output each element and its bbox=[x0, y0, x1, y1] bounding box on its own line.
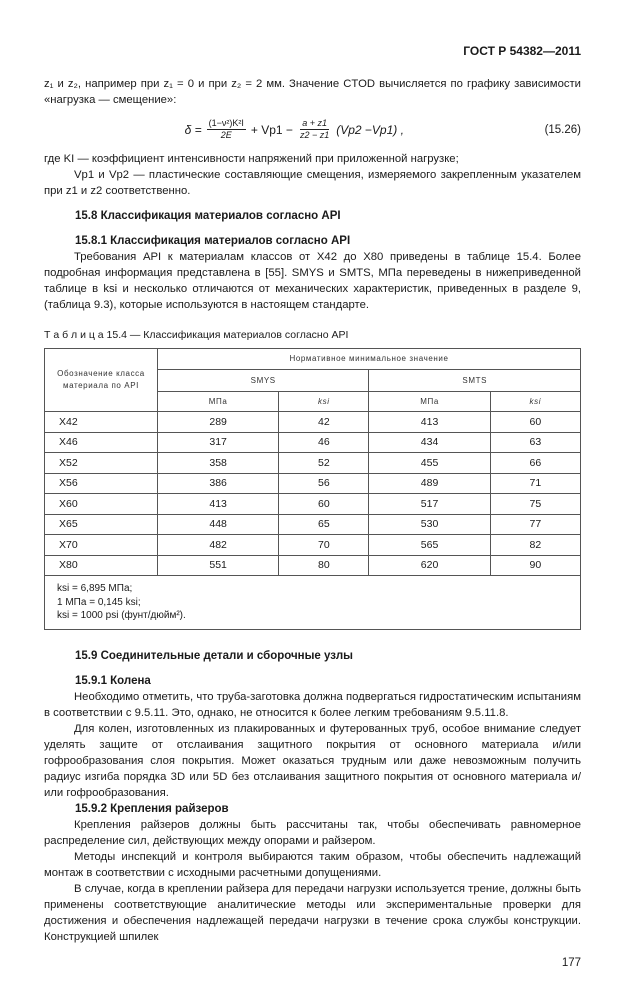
cell-smys-mpa: 289 bbox=[158, 412, 279, 433]
paragraph: В случае, когда в креплении райзера для передачи нагрузки используется трение, должны быть применены соответствующие аналитические методы или экспериментальные проверки для достижения и обеспечения надлежащей передачи нагрузки в течение срока службы конструкции. Конструкцией шпилек bbox=[44, 882, 581, 943]
formula-num2: a + z1 bbox=[302, 118, 327, 128]
where-line-1: где KI — коэффициент интенсивности напряжений при приложенной нагрузке; bbox=[44, 153, 459, 165]
cell-smts-mpa: 455 bbox=[369, 453, 490, 474]
cell-smys-mpa: 317 bbox=[158, 432, 279, 453]
cell-smts-ksi: 71 bbox=[490, 473, 580, 494]
note-1: ksi = 6,895 МПа; bbox=[57, 583, 133, 594]
page-number: 177 bbox=[561, 956, 581, 969]
intro-paragraph: z₁ и z₂, например при z₁ = 0 и при z₂ = 2 мм. Значение CTOD вычисляется по графику зависимости «нагрузка — смещение»: bbox=[44, 78, 581, 106]
table-row bbox=[45, 412, 581, 433]
cell-class: X80 bbox=[45, 555, 158, 576]
cell-smts-ksi: 82 bbox=[490, 535, 580, 556]
cell-class: X65 bbox=[45, 514, 158, 535]
table-row bbox=[45, 494, 581, 515]
table-row bbox=[45, 535, 581, 556]
formula-fraction-1 bbox=[207, 118, 246, 141]
cell-smts-mpa: 434 bbox=[369, 432, 490, 453]
cell-smts-mpa: 565 bbox=[369, 535, 490, 556]
col-header-smys: SMYS bbox=[158, 370, 369, 392]
materials-table bbox=[44, 348, 581, 630]
cell-smys-ksi: 80 bbox=[279, 555, 369, 576]
cell-smts-mpa: 517 bbox=[369, 494, 490, 515]
paragraph: Крепления райзеров должны быть рассчитаны так, чтобы обеспечивать равномерное распределение сил, действующих между опорами и райзером. bbox=[44, 818, 581, 847]
formula-num1: (1−ν²)K²I bbox=[208, 118, 244, 128]
table-row bbox=[45, 514, 581, 535]
table-caption: Т а б л и ц а 15.4 — Классификация материалов согласно API bbox=[44, 329, 349, 341]
paragraph: Необходимо отметить, что труба-заготовка должна подвергаться гидростатическим испытаниям в соответствии с 9.5.11. Это, однако, не относится к более легким требованиям 9.5.11.8. bbox=[44, 690, 581, 719]
cell-smts-mpa: 620 bbox=[369, 555, 490, 576]
formula-mid: + Vp1 − bbox=[250, 122, 293, 137]
cell-smts-ksi: 63 bbox=[490, 432, 580, 453]
note-2: 1 МПа = 0,145 ksi; bbox=[57, 596, 141, 608]
cell-class: X70 bbox=[45, 535, 158, 556]
cell-smys-mpa: 448 bbox=[158, 514, 279, 535]
unit-ksi: ksi bbox=[490, 392, 580, 412]
cell-smts-mpa: 413 bbox=[369, 412, 490, 433]
cell-smys-mpa: 386 bbox=[158, 473, 279, 494]
cell-smts-mpa: 530 bbox=[369, 514, 490, 535]
cell-class: X42 bbox=[45, 412, 158, 433]
table-row bbox=[45, 432, 581, 453]
formula-tail: (Vp2 −Vp1) , bbox=[336, 122, 404, 137]
cell-smys-mpa: 413 bbox=[158, 494, 279, 515]
cell-class: X52 bbox=[45, 453, 158, 474]
cell-smys-ksi: 65 bbox=[279, 514, 369, 535]
formula-den1: 2E bbox=[220, 130, 232, 140]
cell-smys-mpa: 551 bbox=[158, 555, 279, 576]
unit-mpa: МПа bbox=[369, 392, 490, 412]
formula-fraction-2 bbox=[298, 118, 331, 141]
cell-smys-ksi: 60 bbox=[279, 494, 369, 515]
unit-ksi: ksi bbox=[279, 392, 369, 412]
cell-smys-ksi: 52 bbox=[279, 453, 369, 474]
table-row bbox=[45, 453, 581, 474]
formula-lhs: δ = bbox=[184, 122, 202, 137]
cell-class: X56 bbox=[45, 473, 158, 494]
cell-class: X46 bbox=[45, 432, 158, 453]
cell-smys-ksi: 46 bbox=[279, 432, 369, 453]
col-header-smts: SMTS bbox=[369, 370, 581, 392]
cell-smts-ksi: 75 bbox=[490, 494, 580, 515]
formula-number: (15.26) bbox=[544, 123, 581, 136]
unit-mpa: МПа bbox=[158, 392, 279, 412]
cell-smys-mpa: 482 bbox=[158, 535, 279, 556]
table-notes bbox=[45, 576, 581, 630]
section-15-9-1-heading: 15.9.1 Колена bbox=[75, 674, 151, 687]
section-15-8-1-heading: 15.8.1 Классификация материалов согласно API bbox=[75, 235, 351, 247]
paragraph: Для колен, изготовленных из плакированных и футерованных труб, особое внимание следует уделять защите от отслаивания защитного покрытия от основного материала и/или гофрообразования слоя покрытия. Может оказаться трудным или даже невозможным получить радиус изгиба порядка 3D или 5D без отслаивания защитного покрытия от основного материала и/или гофрообразования. bbox=[44, 722, 581, 799]
section-15-9-2-heading: 15.9.2 Крепления райзеров bbox=[75, 802, 229, 815]
cell-smts-ksi: 90 bbox=[490, 555, 580, 576]
cell-smys-ksi: 56 bbox=[279, 473, 369, 494]
paragraph: Методы инспекций и контроля выбираются таким образом, чтобы обеспечить надлежащий монтаж в соответствии с исходными расчетными допущениями. bbox=[44, 850, 581, 879]
where-line-2: Vp1 и Vp2 — пластические составляющие смещения, измеряемого закрепленным указателем при z1 и z2 соответственно. bbox=[44, 169, 581, 197]
formula-15-26 bbox=[44, 118, 581, 141]
section-15-9-heading: 15.9 Соединительные детали и сборочные узлы bbox=[75, 649, 353, 662]
cell-smys-ksi: 42 bbox=[279, 412, 369, 433]
formula-den2: z2 − z1 bbox=[299, 130, 330, 140]
cell-smts-ksi: 60 bbox=[490, 412, 580, 433]
cell-class: X60 bbox=[45, 494, 158, 515]
cell-smys-ksi: 70 bbox=[279, 535, 369, 556]
cell-smts-mpa: 489 bbox=[369, 473, 490, 494]
document-header: ГОСТ Р 54382—2011 bbox=[463, 44, 581, 58]
table-row bbox=[45, 473, 581, 494]
col-header-class: Обозначение класса материала по API bbox=[45, 349, 158, 412]
cell-smts-ksi: 77 bbox=[490, 514, 580, 535]
section-15-8-1-paragraph: Требования API к материалам классов от X42 до X80 приведены в таблице 15.4. Более подробная информация представлена в [55]. SMYS и SMTS, МПа переведены в нижеприведенной таблице в ksi и несколько отличаются от механических характеристик, приведенных в разделе 9, (таблица 9.3), которые используются в настоящем стандарте. bbox=[44, 251, 581, 311]
cell-smts-ksi: 66 bbox=[490, 453, 580, 474]
col-header-normative: Нормативное минимальное значение bbox=[158, 349, 581, 370]
section-15-8-heading: 15.8 Классификация материалов согласно API bbox=[75, 210, 341, 222]
cell-smys-mpa: 358 bbox=[158, 453, 279, 474]
note-3: ksi = 1000 psi (фунт/дюйм²). bbox=[57, 610, 186, 621]
table-row bbox=[45, 555, 581, 576]
